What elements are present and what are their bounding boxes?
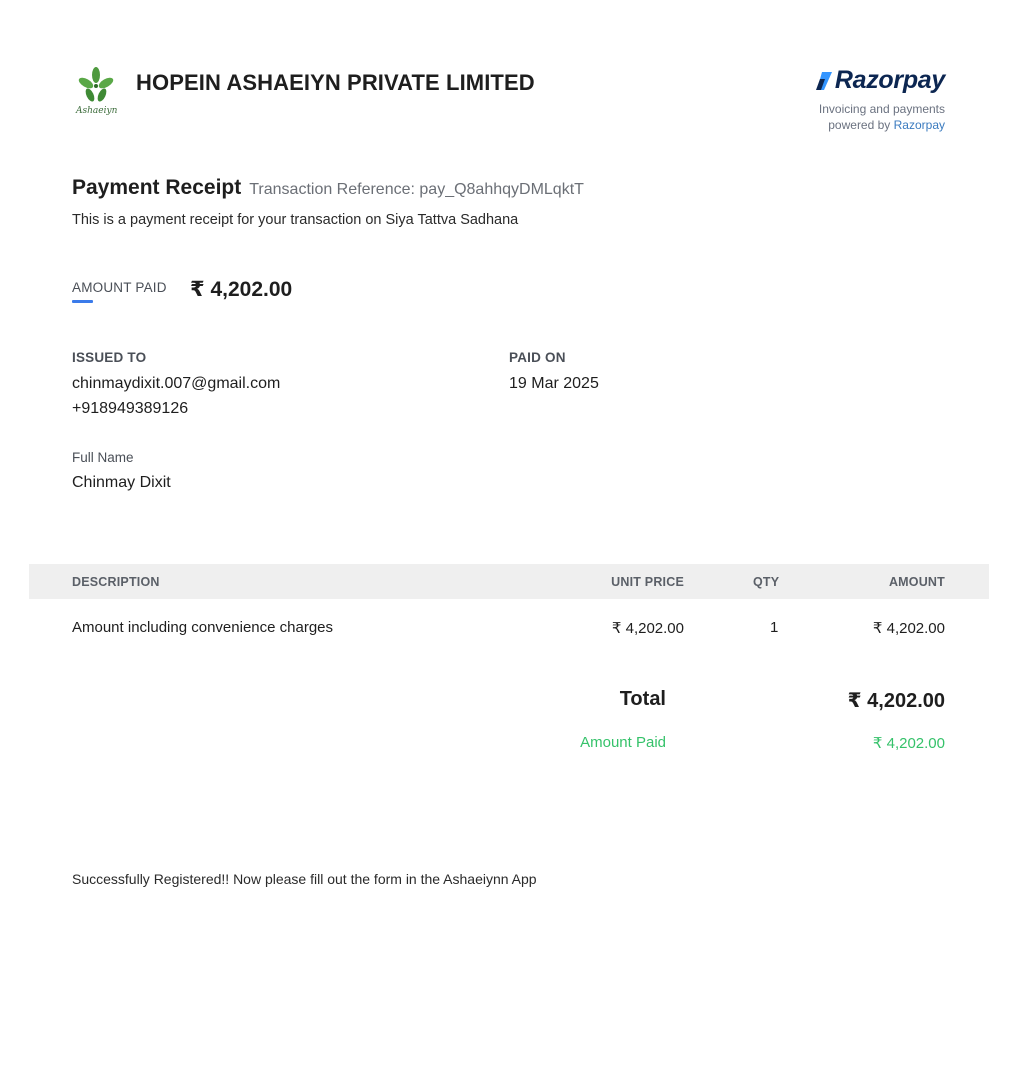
full-name-value: Chinmay Dixit [72, 474, 171, 491]
issued-to-phone: +918949389126 [72, 400, 189, 417]
page-title: Payment Receipt [72, 176, 242, 199]
paid-on-date: 19 Mar 2025 [509, 375, 599, 392]
razorpay-link[interactable]: Razorpay [893, 118, 945, 132]
column-header-amount: AMOUNT [888, 575, 945, 589]
footer-note: Successfully Registered!! Now please fill out the form in the Ashaeiynn App [72, 871, 537, 887]
company-name: HOPEIN ASHAEIYN PRIVATE LIMITED [136, 70, 535, 95]
column-header-unit-price: UNIT PRICE [611, 575, 684, 589]
razorpay-wordmark: Razorpay [834, 66, 945, 94]
receipt-description: This is a payment receipt for your transaction on Siya Tattva Sadhana [72, 212, 519, 228]
table-header-row [29, 564, 989, 599]
full-name-label: Full Name [72, 450, 134, 465]
issued-to-email: chinmaydixit.007@gmail.com [72, 375, 281, 392]
razorpay-tagline-line2 [819, 117, 945, 133]
row-unit-price: ₹ 4,202.00 [611, 620, 684, 637]
razorpay-tagline-line1: Invoicing and payments [818, 102, 945, 116]
total-value: ₹ 4,202.00 [847, 690, 945, 712]
amount-paid-label: AMOUNT PAID [72, 280, 167, 295]
company-logo [74, 66, 124, 122]
column-header-qty: QTY [753, 575, 780, 589]
leaf-icon [74, 66, 118, 106]
powered-by-text: powered by [828, 118, 891, 132]
razorpay-logo[interactable] [815, 66, 945, 95]
row-description: Amount including convenience charges [72, 619, 333, 636]
column-header-description: DESCRIPTION [72, 575, 160, 589]
amount-paid-underline [72, 300, 93, 303]
row-qty: 1 [770, 619, 779, 636]
amount-paid-summary-value: ₹ 4,202.00 [872, 735, 945, 752]
receipt-heading [72, 176, 584, 200]
amount-paid-summary-label: Amount Paid [580, 734, 666, 751]
amount-paid-value: ₹ 4,202.00 [190, 278, 293, 301]
issued-to-label: ISSUED TO [72, 350, 147, 365]
razorpay-mark-icon [815, 70, 833, 92]
paid-on-label: PAID ON [509, 350, 566, 365]
razorpay-tagline [819, 101, 945, 133]
total-label: Total [619, 688, 666, 710]
transaction-reference: Transaction Reference: pay_Q8ahhqyDMLqktT [249, 181, 584, 198]
row-amount: ₹ 4,202.00 [872, 620, 945, 637]
logo-caption: Ashaeiyn [76, 106, 118, 116]
